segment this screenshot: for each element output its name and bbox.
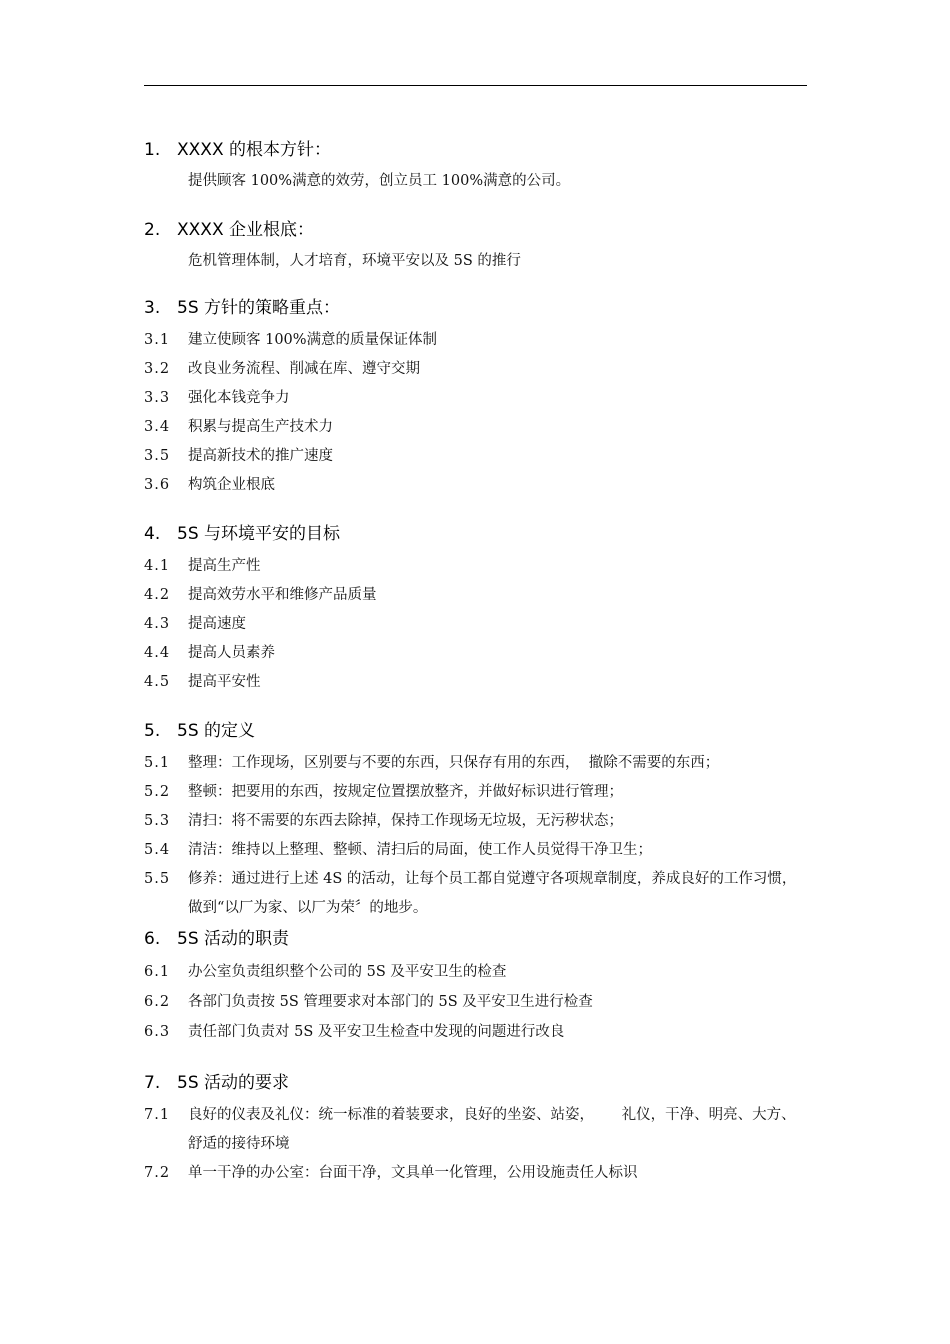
list-item bbox=[144, 384, 807, 413]
section-title: 5S 活动的职责 bbox=[177, 929, 290, 949]
item-number: 5.5 bbox=[144, 871, 171, 887]
section-policy bbox=[144, 138, 807, 194]
section-title: 5S 的定义 bbox=[177, 721, 256, 741]
section-number: 1. bbox=[144, 140, 161, 160]
item-number: 5.1 bbox=[144, 755, 171, 771]
list-item bbox=[144, 807, 807, 836]
section-heading bbox=[144, 1071, 807, 1095]
item-text: 提高生产性 bbox=[188, 558, 261, 574]
list-item bbox=[144, 749, 807, 778]
item-number: 3.5 bbox=[144, 448, 171, 464]
section-number: 4. bbox=[144, 524, 161, 544]
item-number: 3.3 bbox=[144, 390, 171, 406]
item-text: 建立使顾客 100%满意的质量保证体制 bbox=[188, 332, 438, 348]
item-text: 强化本钱竞争力 bbox=[188, 390, 290, 406]
item-text: 积累与提高生产技术力 bbox=[188, 419, 333, 435]
list-item bbox=[144, 668, 807, 697]
list-item bbox=[144, 1017, 807, 1047]
section-requirements bbox=[144, 1071, 807, 1188]
section-responsibilities bbox=[144, 927, 807, 1047]
section-heading bbox=[144, 138, 807, 162]
item-text: 良好的仪表及礼仪：统一标准的着装要求，良好的坐姿、站姿， 礼仪，干净、明亮、大方、舒适的接待环境 bbox=[188, 1107, 796, 1152]
document-body bbox=[144, 138, 807, 1188]
section-number: 6. bbox=[144, 929, 161, 949]
item-text: 办公室负责组织整个公司的 5S 及平安卫生的检查 bbox=[188, 964, 507, 980]
item-text: 各部门负责按 5S 管理要求对本部门的 5S 及平安卫生进行检查 bbox=[188, 994, 593, 1010]
item-number: 3.1 bbox=[144, 332, 171, 348]
item-text: 提高新技术的推广速度 bbox=[188, 448, 333, 464]
section-heading bbox=[144, 296, 807, 320]
section-number: 2. bbox=[144, 220, 161, 240]
item-text: 提高效劳水平和维修产品质量 bbox=[188, 587, 377, 603]
item-text: 修养：通过进行上述 4S 的活动，让每个员工都自觉遵守各项规章制度，养成良好的工作习惯，做到“以厂为家、以厂为荣〞的地步。 bbox=[188, 871, 797, 916]
list-item bbox=[144, 471, 807, 500]
section-strategy bbox=[144, 296, 807, 500]
list-item bbox=[144, 865, 807, 923]
list-item bbox=[144, 442, 807, 471]
item-text: 提高人员素养 bbox=[188, 645, 275, 661]
section-paragraph: 危机管理体制，人才培育，环境平安以及 5S 的推行 bbox=[188, 253, 521, 269]
list-item bbox=[144, 778, 807, 807]
item-number: 4.4 bbox=[144, 645, 171, 661]
item-number: 4.2 bbox=[144, 587, 171, 603]
item-number: 7.2 bbox=[144, 1165, 171, 1181]
section-goals bbox=[144, 522, 807, 697]
list-item bbox=[144, 987, 807, 1017]
item-text: 整理：工作现场，区别要与不要的东西，只保存有用的东西， 撤除不需要的东西； bbox=[188, 755, 720, 771]
list-item bbox=[144, 639, 807, 668]
item-text: 清洁：维持以上整理、整顿、清扫后的局面，使工作人员觉得干净卫生； bbox=[188, 842, 652, 858]
item-text: 提高平安性 bbox=[188, 674, 261, 690]
item-text: 责任部门负责对 5S 及平安卫生检查中发现的问题进行改良 bbox=[188, 1024, 565, 1040]
section-number: 3. bbox=[144, 298, 161, 318]
list-item bbox=[144, 1159, 807, 1188]
header-rule bbox=[144, 85, 807, 86]
item-number: 3.2 bbox=[144, 361, 171, 377]
section-heading bbox=[144, 218, 807, 242]
section-foundation bbox=[144, 218, 807, 274]
item-number: 5.3 bbox=[144, 813, 171, 829]
item-number: 6.2 bbox=[144, 994, 171, 1010]
item-number: 4.5 bbox=[144, 674, 171, 690]
item-number: 6.1 bbox=[144, 964, 171, 980]
list-item bbox=[144, 552, 807, 581]
item-text: 提高速度 bbox=[188, 616, 246, 632]
section-heading bbox=[144, 927, 807, 951]
item-number: 5.2 bbox=[144, 784, 171, 800]
section-title: XXXX 的根本方针： bbox=[177, 140, 331, 160]
section-definition bbox=[144, 719, 807, 923]
section-number: 5. bbox=[144, 721, 161, 741]
section-title: 5S 活动的要求 bbox=[177, 1073, 290, 1093]
section-paragraph: 提供顾客 100%满意的效劳，创立员工 100%满意的公司。 bbox=[188, 173, 571, 189]
item-text: 清扫：将不需要的东西去除掉，保持工作现场无垃圾，无污秽状态； bbox=[188, 813, 623, 829]
list-item bbox=[144, 957, 807, 987]
item-number: 4.3 bbox=[144, 616, 171, 632]
list-item bbox=[144, 413, 807, 442]
item-number: 5.4 bbox=[144, 842, 171, 858]
item-number: 3.4 bbox=[144, 419, 171, 435]
section-number: 7. bbox=[144, 1073, 161, 1093]
item-text: 改良业务流程、削减在库、遵守交期 bbox=[188, 361, 420, 377]
section-title: 5S 与环境平安的目标 bbox=[177, 524, 341, 544]
item-text: 单一干净的办公室：台面干净，文具单一化管理，公用设施责任人标识 bbox=[188, 1165, 638, 1181]
section-heading bbox=[144, 522, 807, 546]
list-item bbox=[144, 326, 807, 355]
item-text: 构筑企业根底 bbox=[188, 477, 275, 493]
list-item bbox=[144, 1101, 807, 1159]
item-text: 整顿：把要用的东西，按规定位置摆放整齐，并做好标识进行管理； bbox=[188, 784, 623, 800]
list-item bbox=[144, 581, 807, 610]
item-number: 3.6 bbox=[144, 477, 171, 493]
list-item bbox=[144, 836, 807, 865]
section-title: 5S 方针的策略重点： bbox=[177, 298, 341, 318]
item-number: 6.3 bbox=[144, 1024, 171, 1040]
item-number: 4.1 bbox=[144, 558, 171, 574]
section-title: XXXX 企业根底： bbox=[177, 220, 314, 240]
item-number: 7.1 bbox=[144, 1107, 171, 1123]
section-heading bbox=[144, 719, 807, 743]
list-item bbox=[144, 355, 807, 384]
list-item bbox=[144, 610, 807, 639]
